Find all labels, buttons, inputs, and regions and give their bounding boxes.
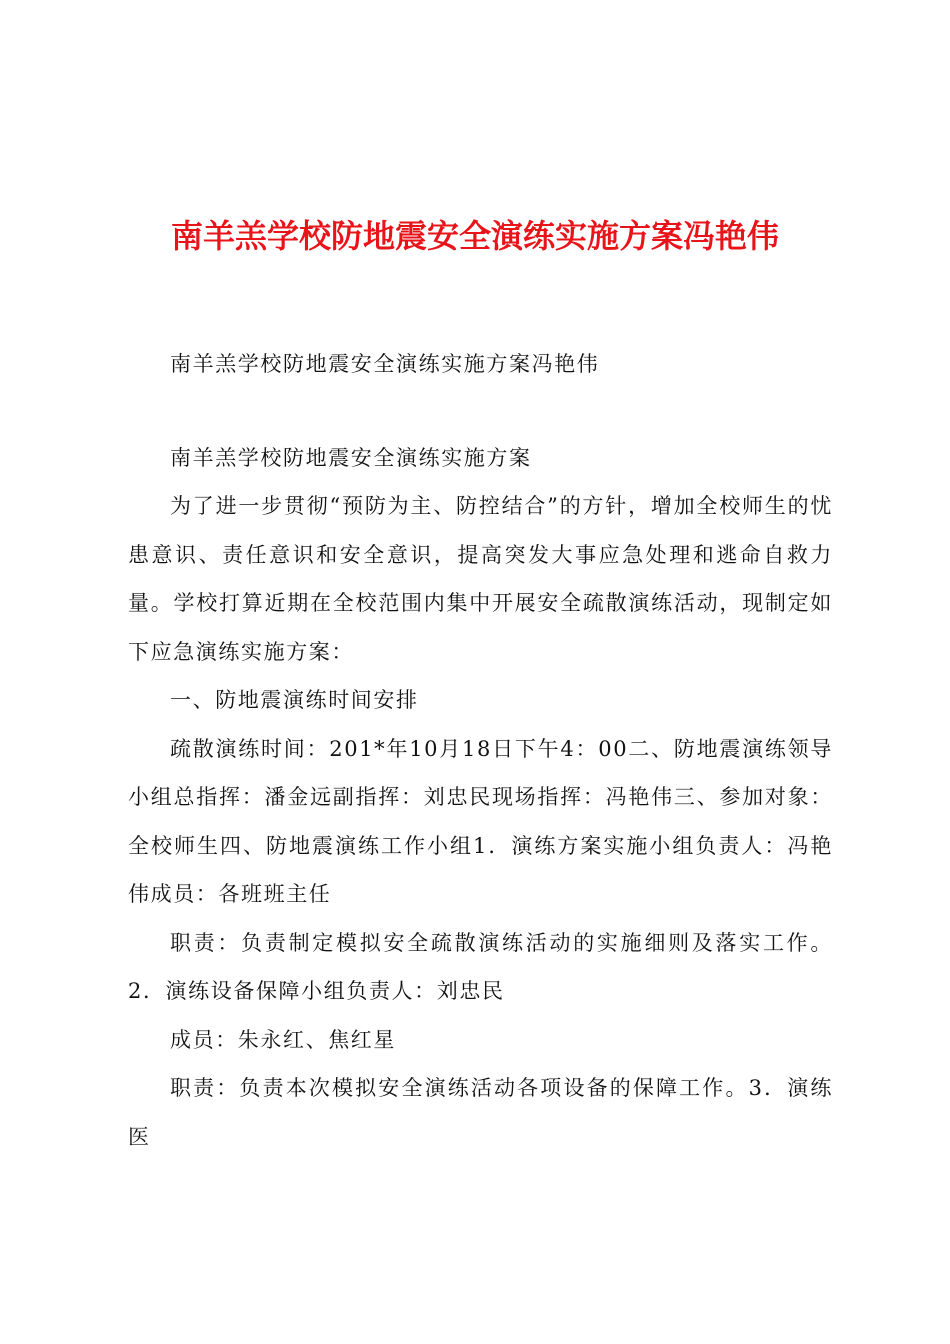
paragraph-schedule-leaders: 疏散演练时间：201*年10月18日下午4：00二、防地震演练领导小组总指挥：潘金远副指挥：刘忠民现场指挥：冯艳伟三、参加对象：全校师生四、防地震演练工作小组1．演练方案实施小组负责人：冯艳伟成员：各班班主任 <box>128 736 833 906</box>
paragraph-members: 成员：朱永红、焦红星 <box>170 1027 396 1052</box>
paragraph-duty-1: 职责：负责制定模拟安全疏散演练活动的实施细则及落实工作。2．演练设备保障小组负责人：刘忠民 <box>128 930 833 1003</box>
paragraph-section-time: 一、防地震演练时间安排 <box>170 688 419 712</box>
paragraph-plan-title: 南羊羔学校防地震安全演练实施方案 <box>170 445 532 470</box>
paragraph-duty-2: 职责：负责本次模拟安全演练活动各项设备的保障工作。3．演练医 <box>128 1076 833 1149</box>
paragraph-intro: 为了进一步贯彻“预防为主、防控结合”的方针，增加全校师生的忧患意识、责任意识和安全意识，提高突发大事应急处理和逃命自救力量。学校打算近期在全校范围内集中开展安全疏散演练活动，现制定如下应急演练实施方案： <box>128 494 833 664</box>
paragraph-heading-repeat: 南羊羔学校防地震安全演练实施方案冯艳伟 <box>170 352 600 376</box>
document-title: 南羊羔学校防地震安全演练实施方案冯艳伟 <box>170 217 779 255</box>
document-body <box>128 340 833 1161</box>
